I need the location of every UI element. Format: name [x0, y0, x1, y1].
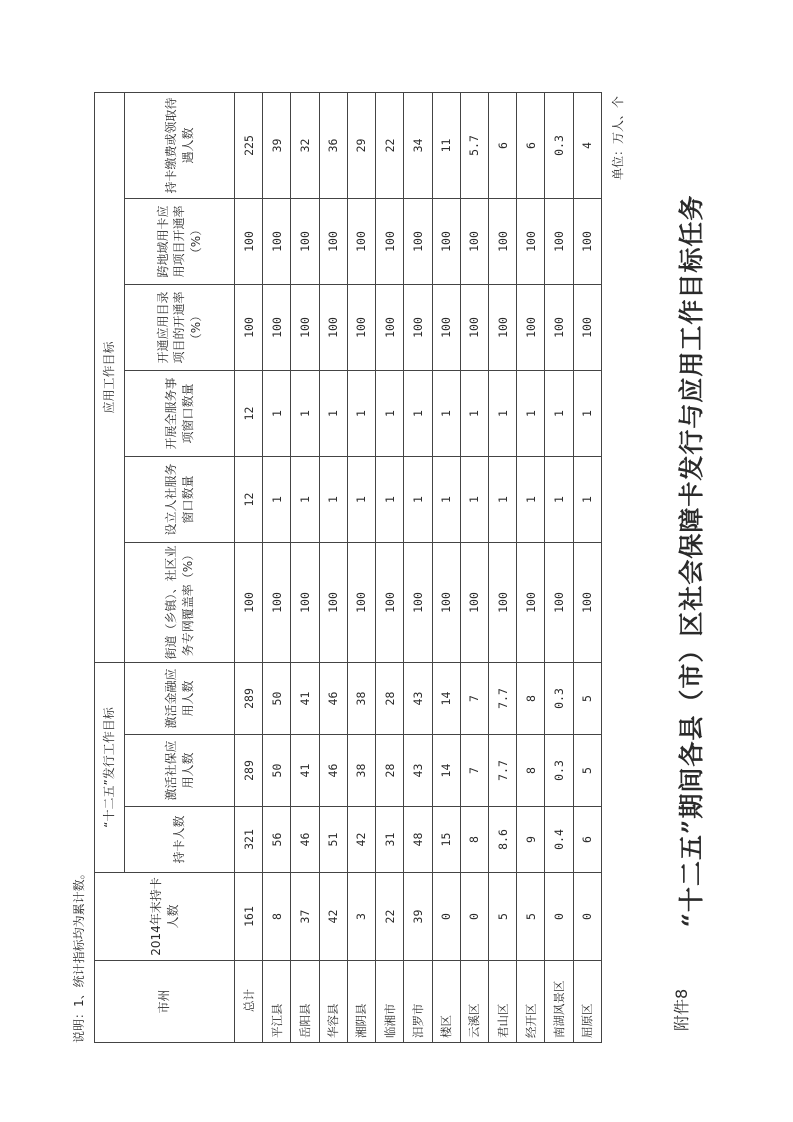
payment-users-cell: 39: [263, 92, 291, 198]
region-cell: 临湘市: [376, 961, 404, 1043]
table-row: [517, 92, 545, 1042]
finance-app-cell: 5: [573, 663, 601, 735]
table-row: [432, 92, 460, 1042]
cross-region-rate-cell: 100: [460, 199, 488, 285]
header-cardholders-2014: 2014年末持卡人数: [95, 873, 235, 961]
social-app-cell: 0.3: [545, 735, 573, 807]
region-cell: 汨罗市: [404, 961, 432, 1043]
social-app-cell: 28: [376, 735, 404, 807]
cross-region-rate-cell: 100: [235, 199, 263, 285]
region-cell: 屈原区: [573, 961, 601, 1043]
network-coverage-cell: 100: [404, 543, 432, 663]
catalog-rate-cell: 100: [460, 285, 488, 371]
payment-users-cell: 6: [517, 92, 545, 198]
cardholders-cell: 8: [460, 807, 488, 873]
cross-region-rate-cell: 100: [404, 199, 432, 285]
full-service-windows-cell: 12: [235, 371, 263, 457]
cardholders-2014-cell: 0: [545, 873, 573, 961]
catalog-rate-cell: 100: [376, 285, 404, 371]
service-windows-cell: 1: [263, 457, 291, 543]
finance-app-cell: 0.3: [545, 663, 573, 735]
cross-region-rate-cell: 100: [347, 199, 375, 285]
social-app-cell: 46: [319, 735, 347, 807]
network-coverage-cell: 100: [291, 543, 319, 663]
cardholders-2014-cell: 5: [517, 873, 545, 961]
service-windows-cell: 1: [517, 457, 545, 543]
full-service-windows-cell: 1: [460, 371, 488, 457]
catalog-rate-cell: 100: [319, 285, 347, 371]
network-coverage-cell: 100: [488, 543, 516, 663]
header-group-application: 应用工作目标: [95, 92, 125, 662]
finance-app-cell: 14: [432, 663, 460, 735]
table-row: [376, 92, 404, 1042]
network-coverage-cell: 100: [545, 543, 573, 663]
full-service-windows-cell: 1: [376, 371, 404, 457]
cardholders-cell: 42: [347, 807, 375, 873]
table-row: [404, 92, 432, 1042]
cross-region-rate-cell: 100: [319, 199, 347, 285]
header-payment-users: 持卡缴费或领取待遇人数: [125, 92, 235, 198]
finance-app-cell: 7.7: [488, 663, 516, 735]
cross-region-rate-cell: 100: [291, 199, 319, 285]
region-cell: 华容县: [319, 961, 347, 1043]
catalog-rate-cell: 100: [263, 285, 291, 371]
service-windows-cell: 1: [347, 457, 375, 543]
cardholders-cell: 6: [573, 807, 601, 873]
payment-users-cell: 5.7: [460, 92, 488, 198]
full-service-windows-cell: 1: [573, 371, 601, 457]
table-row: [319, 92, 347, 1042]
table-row-total: [235, 92, 263, 1042]
network-coverage-cell: 100: [573, 543, 601, 663]
cardholders-cell: 46: [291, 807, 319, 873]
network-coverage-cell: 100: [432, 543, 460, 663]
catalog-rate-cell: 100: [404, 285, 432, 371]
full-service-windows-cell: 1: [488, 371, 516, 457]
cardholders-cell: 56: [263, 807, 291, 873]
social-app-cell: 7.7: [488, 735, 516, 807]
header-service-windows: 设立人社服务窗口数量: [125, 457, 235, 543]
table-row: [545, 92, 573, 1042]
finance-app-cell: 8: [517, 663, 545, 735]
social-app-cell: 8: [517, 735, 545, 807]
payment-users-cell: 4: [573, 92, 601, 198]
full-service-windows-cell: 1: [291, 371, 319, 457]
region-cell: 南湖风景区: [545, 961, 573, 1043]
service-windows-cell: 1: [460, 457, 488, 543]
finance-app-cell: 7: [460, 663, 488, 735]
payment-users-cell: 34: [404, 92, 432, 198]
cross-region-rate-cell: 100: [488, 199, 516, 285]
payment-users-cell: 11: [432, 92, 460, 198]
catalog-rate-cell: 100: [291, 285, 319, 371]
social-app-cell: 41: [291, 735, 319, 807]
cardholders-2014-cell: 0: [432, 873, 460, 961]
payment-users-cell: 6: [488, 92, 516, 198]
full-service-windows-cell: 1: [404, 371, 432, 457]
cardholders-2014-cell: 22: [376, 873, 404, 961]
payment-users-cell: 22: [376, 92, 404, 198]
payment-users-cell: 225: [235, 92, 263, 198]
cross-region-rate-cell: 100: [432, 199, 460, 285]
social-app-cell: 43: [404, 735, 432, 807]
cardholders-2014-cell: 42: [319, 873, 347, 961]
cross-region-rate-cell: 100: [263, 199, 291, 285]
region-cell: 湘阴县: [347, 961, 375, 1043]
network-coverage-cell: 100: [347, 543, 375, 663]
service-windows-cell: 1: [376, 457, 404, 543]
target-table: [94, 92, 602, 1043]
service-windows-cell: 1: [488, 457, 516, 543]
catalog-rate-cell: 100: [432, 285, 460, 371]
service-windows-cell: 1: [545, 457, 573, 543]
finance-app-cell: 28: [376, 663, 404, 735]
cardholders-cell: 9: [517, 807, 545, 873]
table-row: [263, 92, 291, 1042]
header-region: 市州: [95, 961, 235, 1043]
unit-label: 单位：万人、个: [611, 96, 625, 181]
cardholders-cell: 0.4: [545, 807, 573, 873]
cardholders-2014-cell: 3: [347, 873, 375, 961]
cardholders-2014-cell: 0: [460, 873, 488, 961]
full-service-windows-cell: 1: [263, 371, 291, 457]
finance-app-cell: 289: [235, 663, 263, 735]
cardholders-2014-cell: 5: [488, 873, 516, 961]
table-row: [291, 92, 319, 1042]
full-service-windows-cell: 1: [319, 371, 347, 457]
finance-app-cell: 38: [347, 663, 375, 735]
finance-app-cell: 50: [263, 663, 291, 735]
catalog-rate-cell: 100: [545, 285, 573, 371]
table-row: [347, 92, 375, 1042]
header-cross-region-rate: 跨地域用卡应用项目开通率（%）: [125, 199, 235, 285]
attachment-label: 附件8: [672, 988, 691, 1031]
page-title: “十二五”期间各县（市）区社会保障卡发行与应用工作目标任务: [677, 194, 706, 928]
catalog-rate-cell: 100: [573, 285, 601, 371]
payment-users-cell: 29: [347, 92, 375, 198]
cardholders-cell: 15: [432, 807, 460, 873]
cardholders-cell: 48: [404, 807, 432, 873]
service-windows-cell: 1: [291, 457, 319, 543]
header-social-app: 激活社保应用人数: [125, 735, 235, 807]
social-app-cell: 5: [573, 735, 601, 807]
social-app-cell: 50: [263, 735, 291, 807]
full-service-windows-cell: 1: [347, 371, 375, 457]
catalog-rate-cell: 100: [488, 285, 516, 371]
finance-app-cell: 41: [291, 663, 319, 735]
cross-region-rate-cell: 100: [376, 199, 404, 285]
region-cell: 经开区: [517, 961, 545, 1043]
cardholders-cell: 31: [376, 807, 404, 873]
network-coverage-cell: 100: [460, 543, 488, 663]
service-windows-cell: 1: [404, 457, 432, 543]
table-row: [573, 92, 601, 1042]
header-network-coverage: 街道（乡镇）、社区业务专网覆盖率（%）: [125, 543, 235, 663]
finance-app-cell: 46: [319, 663, 347, 735]
full-service-windows-cell: 1: [432, 371, 460, 457]
header-group-issue: “十二五”发行工作目标: [95, 663, 125, 873]
cross-region-rate-cell: 100: [545, 199, 573, 285]
region-cell: 君山区: [488, 961, 516, 1043]
catalog-rate-cell: 100: [235, 285, 263, 371]
footnote: 说明：1、统计指标均为累计数。: [72, 867, 86, 1043]
document-sheet: [57, 61, 737, 1061]
cardholders-cell: 8.6: [488, 807, 516, 873]
cross-region-rate-cell: 100: [517, 199, 545, 285]
cardholders-2014-cell: 39: [404, 873, 432, 961]
region-cell: 总计: [235, 961, 263, 1043]
header-finance-app: 激活金融应用人数: [125, 663, 235, 735]
cardholders-2014-cell: 161: [235, 873, 263, 961]
full-service-windows-cell: 1: [545, 371, 573, 457]
social-app-cell: 14: [432, 735, 460, 807]
cardholders-2014-cell: 8: [263, 873, 291, 961]
network-coverage-cell: 100: [319, 543, 347, 663]
social-app-cell: 7: [460, 735, 488, 807]
payment-users-cell: 0.3: [545, 92, 573, 198]
catalog-rate-cell: 100: [517, 285, 545, 371]
header-catalog-rate: 开通应用目录项目的开通率（%）: [125, 285, 235, 371]
social-app-cell: 289: [235, 735, 263, 807]
finance-app-cell: 43: [404, 663, 432, 735]
cardholders-cell: 321: [235, 807, 263, 873]
table-row: [460, 92, 488, 1042]
service-windows-cell: 1: [573, 457, 601, 543]
region-cell: 岳阳县: [291, 961, 319, 1043]
payment-users-cell: 32: [291, 92, 319, 198]
cardholders-2014-cell: 37: [291, 873, 319, 961]
header-full-service-windows: 开展全服务事项窗口数量: [125, 371, 235, 457]
service-windows-cell: 1: [432, 457, 460, 543]
region-cell: 楼区: [432, 961, 460, 1043]
network-coverage-cell: 100: [517, 543, 545, 663]
full-service-windows-cell: 1: [517, 371, 545, 457]
cardholders-2014-cell: 0: [573, 873, 601, 961]
region-cell: 平江县: [263, 961, 291, 1043]
network-coverage-cell: 100: [263, 543, 291, 663]
network-coverage-cell: 100: [376, 543, 404, 663]
network-coverage-cell: 100: [235, 543, 263, 663]
table-row: [488, 92, 516, 1042]
cardholders-cell: 51: [319, 807, 347, 873]
region-cell: 云溪区: [460, 961, 488, 1043]
social-app-cell: 38: [347, 735, 375, 807]
service-windows-cell: 12: [235, 457, 263, 543]
service-windows-cell: 1: [319, 457, 347, 543]
catalog-rate-cell: 100: [347, 285, 375, 371]
header-cardholders: 持卡人数: [125, 807, 235, 873]
cross-region-rate-cell: 100: [573, 199, 601, 285]
payment-users-cell: 36: [319, 92, 347, 198]
